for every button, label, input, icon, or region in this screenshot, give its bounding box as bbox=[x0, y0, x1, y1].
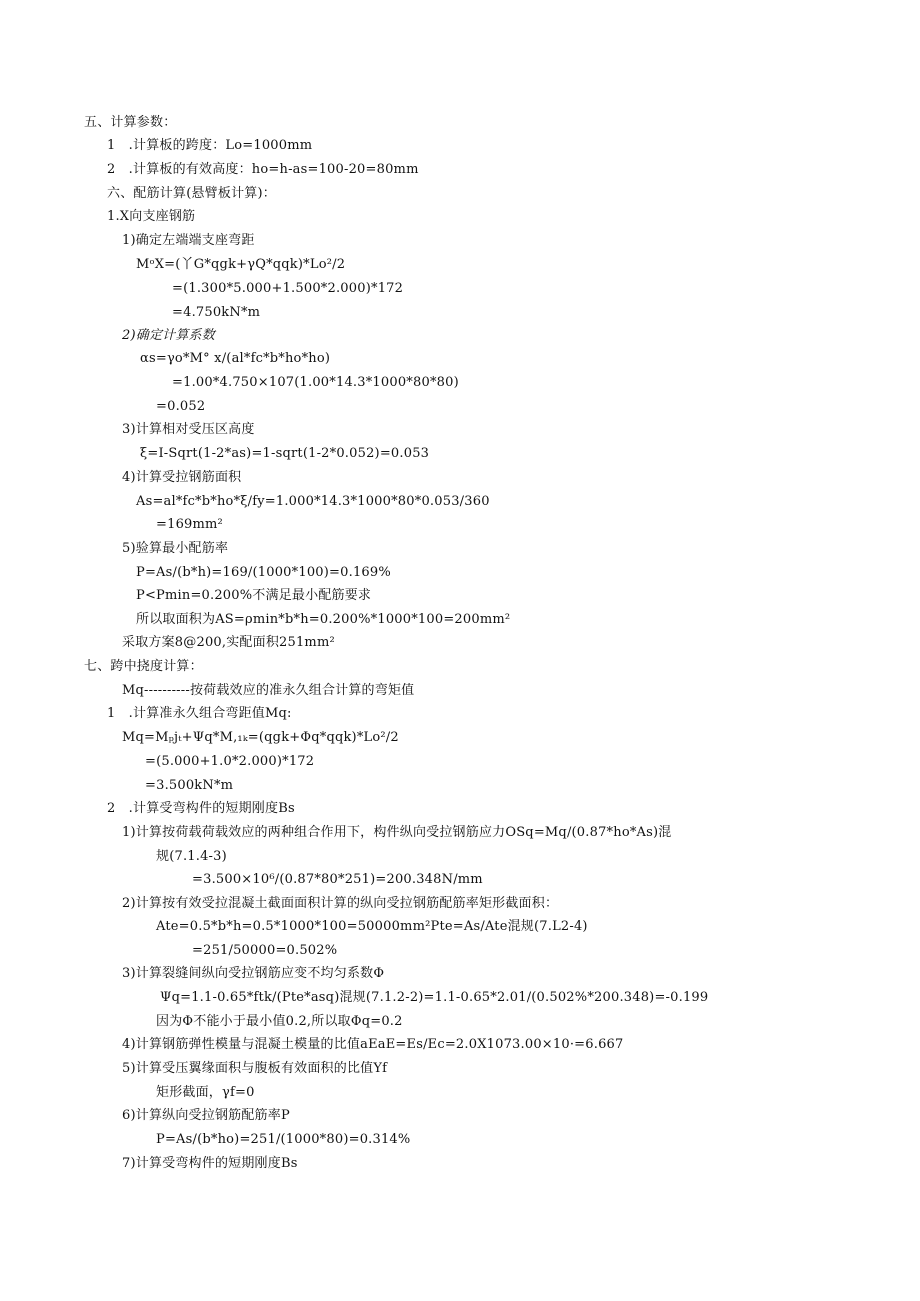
step-area-heading: 4)计算受拉钢筋面积 bbox=[122, 470, 242, 485]
section-5-heading: 五、计算参数： bbox=[84, 115, 177, 130]
strain-coefficient-heading: 3)计算裂缝间纵向受拉钢筋应变不均匀系数Φ bbox=[122, 966, 385, 981]
modulus-ratio-line: 4)计算钢筋弹性模量与混凝土模量的比值aEaE=Es/Ec=2.0X1073.00×10·=6.667 bbox=[122, 1037, 624, 1052]
xi-formula: ξ=I-Sqrt(1-2*as)=1-sqrt(1-2*0.052)=0.053 bbox=[140, 446, 430, 461]
param-span-line: 1 .计算板的跨度：Lo=1000mm bbox=[107, 138, 313, 153]
ate-formula: Ate=0.5*b*h=0.5*1000*100=50000mm²Pte=As/Ate混规(7.L2-4) bbox=[156, 919, 588, 934]
pte-result: =251/50000=0.502% bbox=[192, 943, 338, 958]
mq-definition: Mq----------按荷载效应的准永久组合计算的弯矩值 bbox=[122, 683, 415, 698]
alpha-s-formula: αs=γo*M° x/(al*fc*b*ho*ho) bbox=[140, 351, 331, 366]
min-area-line: 所以取面积为AS=ρmin*b*h=0.200%*1000*100=200mm² bbox=[136, 612, 511, 627]
moment-formula: MᵒX=(丫G*qgk+γQ*qqk)*Lo²/2 bbox=[136, 257, 346, 272]
step-compression-heading: 3)计算相对受压区高度 bbox=[122, 422, 255, 437]
flange-ratio-heading: 5)计算受压翼缘面积与腹板有效面积的比值Yf bbox=[122, 1061, 388, 1076]
x-support-rebar-heading: 1.X向支座钢筋 bbox=[107, 209, 196, 224]
as-formula: As=al*fc*b*ho*ξ/fy=1.000*14.3*1000*80*0.053/360 bbox=[136, 494, 490, 509]
flange-ratio-result: 矩形截面，γf=0 bbox=[156, 1085, 255, 1100]
psi-adopted: 因为Φ不能小于最小值0.2,所以取Φq=0.2 bbox=[156, 1014, 403, 1029]
steel-stress-result: =3.500×10⁶/(0.87*80*251)=200.348N/mm bbox=[192, 872, 483, 887]
effective-ratio-heading: 2)计算按有效受拉混凝土截面面积计算的纵向受拉钢筋配筋率矩形截面积： bbox=[122, 896, 559, 911]
short-term-stiffness-heading: 7)计算受弯构件的短期刚度Bs bbox=[122, 1156, 298, 1171]
mq-formula: Mq=Mₚjₜ+Ψq*M,₁ₖ=(qgk+Φq*qqk)*Lo²/2 bbox=[122, 730, 399, 745]
param-effective-height-line: 2 .计算板的有效高度：ho=h-as=100-20=80mm bbox=[107, 162, 419, 177]
reinforcement-ratio-formula: P=As/(b*ho)=251/(1000*80)=0.314% bbox=[156, 1132, 411, 1147]
alpha-s-result: =0.052 bbox=[156, 399, 206, 414]
psi-formula: Ψq=1.1-0.65*ftk/(Pte*asq)混规(7.1.2-2)=1.1-0.65*2.01/(0.502%*200.348)=-0.199 bbox=[160, 990, 709, 1005]
step-coefficient-heading: 2)确定计算系数 bbox=[122, 328, 215, 343]
mq-step-heading: 1 .计算准永久组合弯距值Mq: bbox=[107, 706, 292, 721]
step-min-ratio-heading: 5)验算最小配筋率 bbox=[122, 541, 229, 556]
bs-step-heading: 2 .计算受弯构件的短期刚度Bs bbox=[107, 801, 295, 816]
alpha-s-substitution: =1.00*4.750×107(1.00*14.3*1000*80*80) bbox=[172, 375, 459, 390]
section-7-heading: 七、跨中挠度计算： bbox=[84, 659, 203, 674]
moment-substitution: =(1.300*5.000+1.500*2.000)*172 bbox=[172, 281, 404, 296]
steel-stress-code: 规(7.1.4-3) bbox=[156, 849, 227, 864]
step-moment-heading: 1)确定左端端支座弯距 bbox=[122, 233, 255, 248]
steel-stress-heading: 1)计算按荷载荷载效应的两种组合作用下，构件纵向受拉钢筋应力OSq=Mq/(0.87*ho*As)混 bbox=[122, 825, 672, 840]
mq-substitution: =(5.000+1.0*2.000)*172 bbox=[145, 754, 315, 769]
mq-result: =3.500kN*m bbox=[145, 778, 234, 793]
reinforcement-ratio-heading: 6)计算纵向受拉钢筋配筋率P bbox=[122, 1108, 290, 1123]
ratio-check: P<Pmin=0.200%不满足最小配筋要求 bbox=[136, 588, 372, 603]
adopted-scheme-line: 采取方案8@200,实配面积251mm² bbox=[122, 635, 335, 650]
as-result: =169mm² bbox=[156, 517, 223, 532]
ratio-formula: P=As/(b*h)=169/(1000*100)=0.169% bbox=[136, 565, 391, 580]
moment-result: =4.750kN*m bbox=[172, 305, 261, 320]
section-6-heading: 六、配筋计算(悬臂板计算)： bbox=[107, 186, 276, 201]
